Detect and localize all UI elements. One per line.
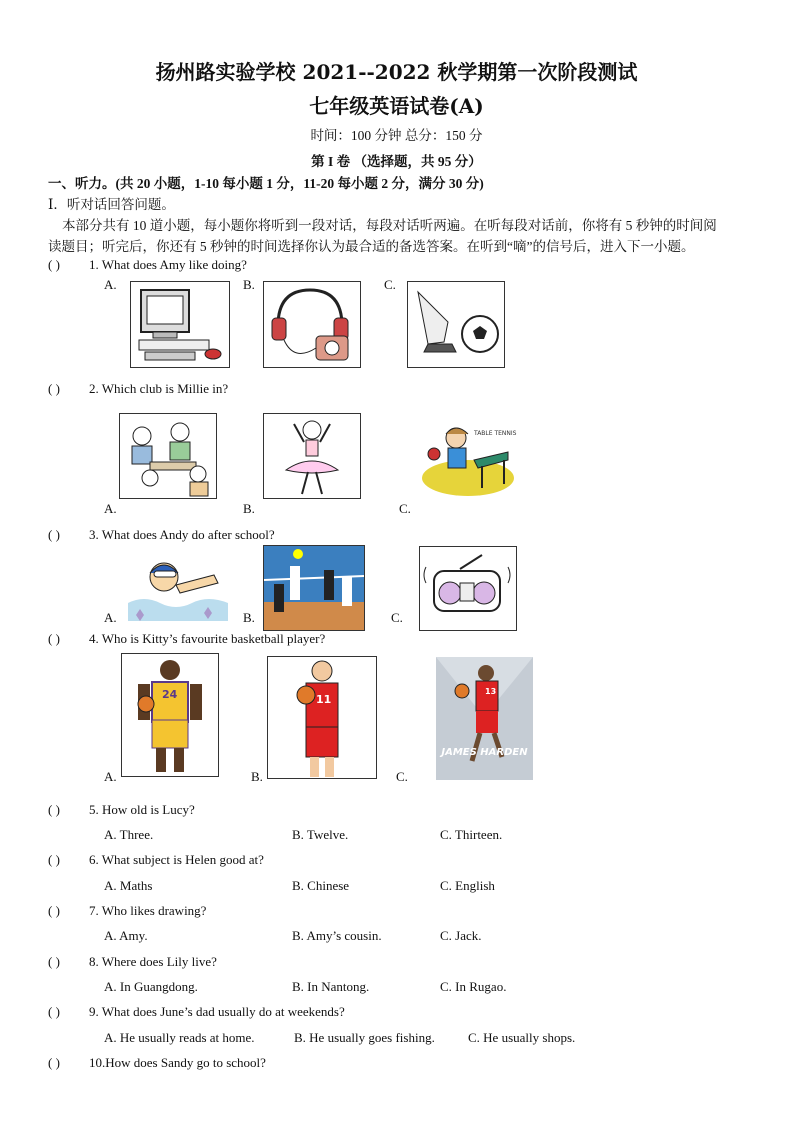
- swimmer-icon: [124, 545, 232, 625]
- question-1: 1. What does Amy like doing?: [89, 257, 247, 272]
- jersey-number: 11: [316, 693, 332, 706]
- football-icon: [408, 282, 504, 367]
- answer-bracket[interactable]: ( ): [48, 1004, 60, 1019]
- instruction-line-2: 读题目；听完后，你还有 5 秒钟的时间选择你认为最合适的备选答案。在听到“嘀”的信号后，进入下一小题。: [48, 239, 695, 254]
- radio-picture[interactable]: [419, 546, 517, 631]
- option-a[interactable]: A. Three.: [104, 827, 154, 842]
- option-label-c: C.: [396, 769, 408, 784]
- table-tennis-sign: TABLE TENNIS: [474, 430, 517, 437]
- answer-bracket[interactable]: ( ): [48, 257, 60, 272]
- table-tennis-picture[interactable]: [412, 404, 518, 512]
- jersey-number: 13: [485, 687, 497, 696]
- computer-icon: [131, 282, 229, 367]
- option-label-b: B.: [243, 501, 255, 516]
- jersey-number: 24: [162, 688, 178, 701]
- answer-bracket[interactable]: ( ): [48, 903, 60, 918]
- option-label-c: C.: [399, 501, 411, 516]
- headphones-icon: [264, 282, 360, 367]
- volleyball-picture[interactable]: [263, 545, 365, 631]
- students-icon: [120, 414, 216, 498]
- option-c[interactable]: C. Thirteen.: [440, 827, 503, 842]
- basketball-player-icon: [122, 654, 218, 776]
- question-8: 8. Where does Lily live?: [89, 954, 217, 969]
- option-a[interactable]: A. Maths: [104, 878, 153, 893]
- question-4: 4. Who is Kitty’s favourite basketball player?: [89, 631, 326, 646]
- answer-bracket[interactable]: ( ): [48, 631, 60, 646]
- option-label-a: A.: [104, 769, 117, 784]
- basketball-player-icon: [436, 657, 533, 780]
- option-a[interactable]: A. In Guangdong.: [104, 979, 198, 994]
- option-b[interactable]: B. Chinese: [292, 878, 350, 893]
- option-a[interactable]: A. He usually reads at home.: [104, 1030, 255, 1045]
- option-b[interactable]: B. Twelve.: [292, 827, 349, 842]
- option-label-a: A.: [104, 610, 117, 625]
- volleyball-icon: [264, 546, 364, 630]
- option-a[interactable]: A. Amy.: [104, 928, 148, 943]
- option-label-a: A.: [104, 277, 117, 292]
- option-c[interactable]: C. English: [440, 878, 495, 893]
- option-label-b: B.: [243, 277, 255, 292]
- question-5: 5. How old is Lucy?: [89, 802, 195, 817]
- table-tennis-icon: [412, 404, 518, 512]
- answer-bracket[interactable]: ( ): [48, 527, 60, 542]
- classroom-picture[interactable]: [119, 413, 217, 499]
- option-b[interactable]: B. In Nantong.: [292, 979, 370, 994]
- ballet-picture[interactable]: [263, 413, 361, 499]
- player-11-picture[interactable]: [267, 656, 377, 779]
- option-label-b: B.: [243, 610, 255, 625]
- exam-subtitle: 七年级英语试卷(A): [309, 94, 484, 118]
- answer-bracket[interactable]: ( ): [48, 954, 60, 969]
- option-label-c: C.: [391, 610, 403, 625]
- answer-bracket[interactable]: ( ): [48, 381, 60, 396]
- dancer-icon: [264, 414, 360, 498]
- time-score: 时间：100 分钟 总分：150 分: [310, 128, 483, 143]
- exam-title: 扬州路实验学校 2021--2022 秋学期第一次阶段测试: [155, 60, 638, 84]
- question-9: 9. What does June’s dad usually do at weekends?: [89, 1004, 345, 1019]
- answer-bracket[interactable]: ( ): [48, 1055, 60, 1070]
- option-b[interactable]: B. Amy’s cousin.: [292, 928, 382, 943]
- radio-icon: [420, 547, 516, 630]
- option-c[interactable]: C. Jack.: [440, 928, 482, 943]
- computer-picture[interactable]: [130, 281, 230, 368]
- option-label-b: B.: [251, 769, 263, 784]
- option-b[interactable]: B. He usually goes fishing.: [294, 1030, 435, 1045]
- player-name-caption: JAMES HARDEN: [441, 747, 528, 758]
- section-heading: 一、听力。(共 20 小题，1-10 每小题 1 分，11-20 每小题 2 分，满分 30 分): [48, 176, 484, 191]
- question-6: 6. What subject is Helen good at?: [89, 852, 264, 867]
- option-c[interactable]: C. He usually shops.: [468, 1030, 576, 1045]
- question-10: 10.How does Sandy go to school?: [89, 1055, 266, 1070]
- part-heading: Ⅰ．听对话回答问题。: [48, 197, 175, 212]
- player-24-picture[interactable]: [121, 653, 219, 777]
- headphones-picture[interactable]: [263, 281, 361, 368]
- football-picture[interactable]: [407, 281, 505, 368]
- question-7: 7. Who likes drawing?: [89, 903, 207, 918]
- question-2: 2. Which club is Millie in?: [89, 381, 229, 396]
- question-3: 3. What does Andy do after school?: [89, 527, 275, 542]
- answer-bracket[interactable]: ( ): [48, 852, 60, 867]
- option-c[interactable]: C. In Rugao.: [440, 979, 507, 994]
- player-13-picture[interactable]: [436, 657, 533, 780]
- basketball-player-icon: [268, 657, 376, 778]
- swimming-picture[interactable]: [124, 545, 232, 625]
- option-label-c: C.: [384, 277, 396, 292]
- volume-heading: 第 I 卷 （选择题，共 95 分）: [311, 154, 482, 169]
- answer-bracket[interactable]: ( ): [48, 802, 60, 817]
- instruction-line-1: 本部分共有 10 道小题，每小题你将听到一段对话，每段对话听两遍。在听每段对话前，你将有 5 秒钟的时间阅: [62, 218, 717, 233]
- option-label-a: A.: [104, 501, 117, 516]
